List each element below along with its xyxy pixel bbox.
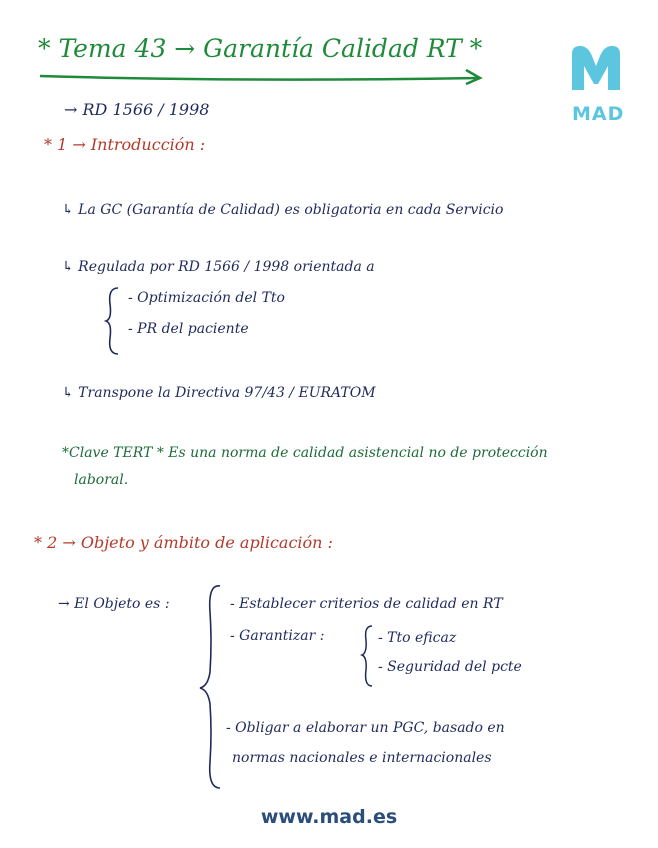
brace-objeto: [198, 582, 224, 792]
mad-logo: [568, 44, 628, 96]
establecer-item: - Establecer criterios de calidad en RT: [230, 596, 503, 612]
regulada-statement: ↳ Regulada por RD 1566 / 1998 orientada a: [62, 259, 375, 275]
title-underline-arrow: [38, 62, 488, 86]
page-title: * Tema 43 → Garantía Calidad RT *: [38, 34, 483, 63]
clave-note-line-1: *Clave TERT * Es una norma de calidad asistencial no de protección: [62, 445, 548, 461]
seguridad-item: - Seguridad del pcte: [378, 659, 522, 675]
objeto-label: → El Objeto es :: [58, 596, 170, 612]
transpone-statement: ↳ Transpone la Directiva 97/43 / EURATOM: [62, 385, 376, 401]
gc-statement: ↳ La GC (Garantía de Calidad) es obligatoria en cada Servicio: [62, 202, 504, 218]
optimizacion-item: - Optimización del Tto: [128, 290, 285, 306]
obligar-item-line-1: - Obligar a elaborar un PGC, basado en: [226, 720, 505, 736]
brace-garantizar: [360, 624, 374, 688]
tto-eficaz-item: - Tto eficaz: [378, 630, 457, 646]
section-2-heading: * 2 → Objeto y ámbito de aplicación :: [34, 533, 333, 552]
mad-logo-text: MAD: [572, 103, 625, 125]
clave-note-line-2: laboral.: [74, 472, 129, 488]
footer-url[interactable]: www.mad.es: [260, 806, 398, 828]
rd-reference: → RD 1566 / 1998: [64, 100, 210, 119]
brace-regulada: [104, 286, 120, 356]
obligar-item-line-2: normas nacionales e internacionales: [232, 750, 492, 766]
pr-item: - PR del paciente: [128, 321, 249, 337]
garantizar-item: - Garantizar :: [230, 628, 325, 644]
section-1-heading: * 1 → Introducción :: [44, 135, 206, 154]
mad-logo-icon: [568, 44, 624, 92]
